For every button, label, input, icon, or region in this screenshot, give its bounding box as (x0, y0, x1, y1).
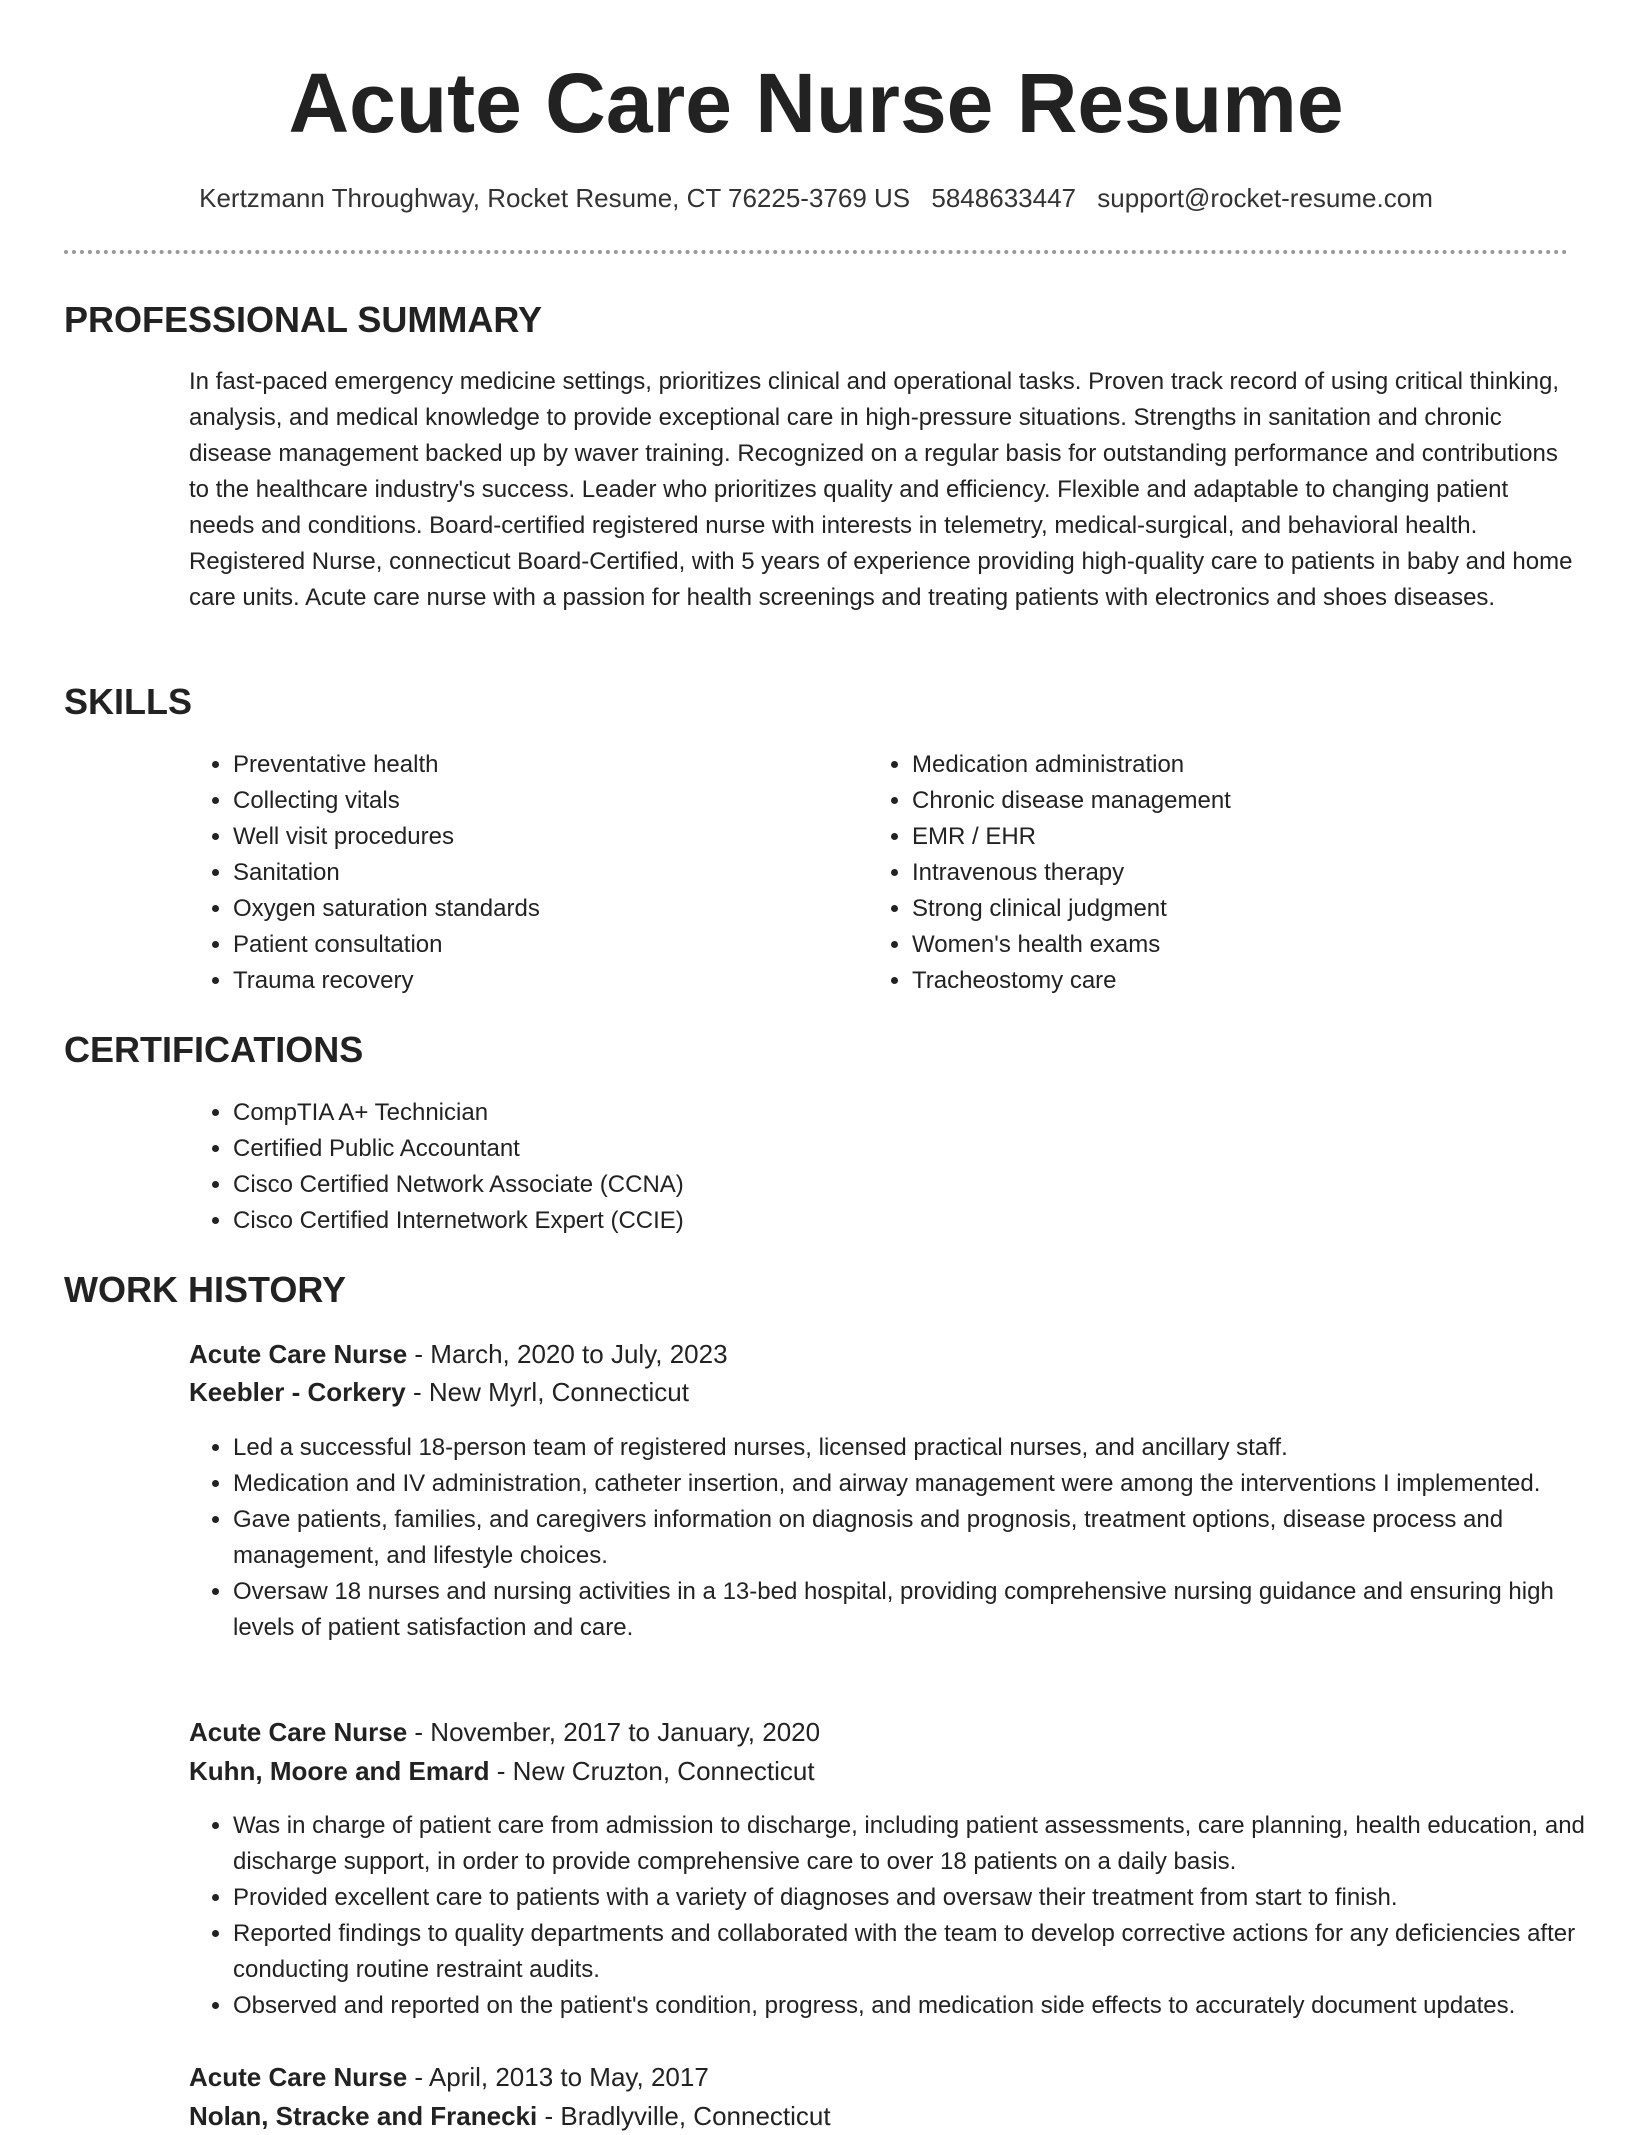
job-company-line (189, 1373, 689, 1411)
summary-text: In fast-paced emergency medicine settings, prioritizes clinical and operational tasks. Proven track record of using critical thinking, analysis, and medical knowledge to provide exceptional care in high-pressure situations. Strengths in sanitation and chronic disease management backed up by waver training. Recognized on a regular basis for outstanding performance and contributions to the healthcare industry's success. Leader who prioritizes quality and efficiency. Flexible and adaptable to changing patient needs and conditions. Board-certified registered nurse with interests in telemetry, medical-surgical, and behavioral health. Registered Nurse, connecticut Board-Certified, with 5 years of experience providing high-quality care to patients in baby and home care units. Acute care nurse with a passion for health screenings and treating patients with electronics and shoes diseases. (189, 368, 1573, 611)
skill-item: • Medication administration (912, 747, 1572, 783)
job-title: Acute Care Nurse (189, 2062, 408, 2092)
certifications-heading: CERTIFICATIONS (64, 1029, 364, 1070)
skills-list-right (868, 747, 1572, 999)
skill-item: • Tracheostomy care (912, 963, 1572, 999)
job-company-line (189, 1752, 815, 1790)
contact-phone: 5848633447 (931, 183, 1076, 213)
skill-item: • Sanitation (233, 855, 853, 891)
skill-item: • Well visit procedures (233, 819, 853, 855)
skill-item: • Women's health exams (912, 927, 1572, 963)
job-bullet: • Reported findings to quality departments and collaborated with the team to develop corrective actions for any deficiencies after conducting routine restraint audits. (233, 1916, 1613, 1988)
job-bullet: • Led a successful 18-person team of registered nurses, licensed practical nurses, and ancillary staff. (233, 1430, 1613, 1466)
job-dates: - April, 2013 to May, 2017 (407, 2062, 709, 2092)
job-location: - New Cruzton, Connecticut (489, 1756, 815, 1786)
certification-item: • Certified Public Accountant (233, 1131, 1533, 1167)
job-location: - New Myrl, Connecticut (405, 1377, 689, 1407)
contact-line (0, 180, 1632, 216)
job-bullet: • Was in charge of patient care from admission to discharge, including patient assessments, care planning, health education, and discharge support, in order to provide comprehensive care to over 18 patients on a daily basis. (233, 1808, 1613, 1880)
work-history-heading: WORK HISTORY (64, 1269, 347, 1310)
job-title: Acute Care Nurse (189, 1339, 408, 1369)
skill-item: • Strong clinical judgment (912, 891, 1572, 927)
job-title-line (189, 1713, 820, 1751)
job-bullet: • Observed and reported on the patient's condition, progress, and medication side effects to accurately document updates. (233, 1988, 1613, 2024)
job-dates: - March, 2020 to July, 2023 (407, 1339, 728, 1369)
job-bullets (189, 1430, 1613, 1646)
skill-item: • Patient consultation (233, 927, 853, 963)
skill-item: • Trauma recovery (233, 963, 853, 999)
skill-item: • Preventative health (233, 747, 853, 783)
skill-item: • Chronic disease management (912, 783, 1572, 819)
skills-heading: SKILLS (64, 681, 193, 722)
skill-item: • Oxygen saturation standards (233, 891, 853, 927)
job-bullet: • Provided excellent care to patients with a variety of diagnoses and oversaw their treatment from start to finish. (233, 1880, 1613, 1916)
job-title-line (189, 1335, 728, 1373)
job-company: Kuhn, Moore and Emard (189, 1756, 490, 1786)
skill-item: • EMR / EHR (912, 819, 1572, 855)
job-bullet: • Oversaw 18 nurses and nursing activities in a 13-bed hospital, providing comprehensive nursing guidance and ensuring high levels of patient satisfaction and care. (233, 1574, 1613, 1646)
job-dates: - November, 2017 to January, 2020 (407, 1717, 821, 1747)
certifications-list (189, 1095, 1533, 1239)
header-divider (64, 250, 1568, 254)
certification-item: • Cisco Certified Internetwork Expert (CCIE) (233, 1203, 1533, 1239)
job-bullets (189, 1808, 1613, 2024)
job-company: Keebler - Corkery (189, 1377, 406, 1407)
contact-address: Kertzmann Throughway, Rocket Resume, CT 76225-3769 US (199, 183, 911, 213)
summary-heading: PROFESSIONAL SUMMARY (64, 299, 543, 340)
skill-item: • Intravenous therapy (912, 855, 1572, 891)
job-title: Acute Care Nurse (189, 1717, 408, 1747)
job-title-line (189, 2058, 709, 2096)
resume-title: Acute Care Nurse Resume (288, 56, 1344, 150)
skill-item: • Collecting vitals (233, 783, 853, 819)
skills-list-left (189, 747, 853, 999)
job-bullet: • Medication and IV administration, catheter insertion, and airway management were among the interventions I implemented. (233, 1466, 1613, 1502)
job-bullet: • Gave patients, families, and caregivers information on diagnosis and prognosis, treatment options, disease process and management, and lifestyle choices. (233, 1502, 1613, 1574)
contact-email: support@rocket-resume.com (1097, 183, 1433, 213)
job-company-line (189, 2097, 831, 2135)
certification-item: • CompTIA A+ Technician (233, 1095, 1533, 1131)
certification-item: • Cisco Certified Network Associate (CCNA) (233, 1167, 1533, 1203)
job-location: - Bradlyville, Connecticut (537, 2101, 831, 2131)
job-company: Nolan, Stracke and Franecki (189, 2101, 538, 2131)
